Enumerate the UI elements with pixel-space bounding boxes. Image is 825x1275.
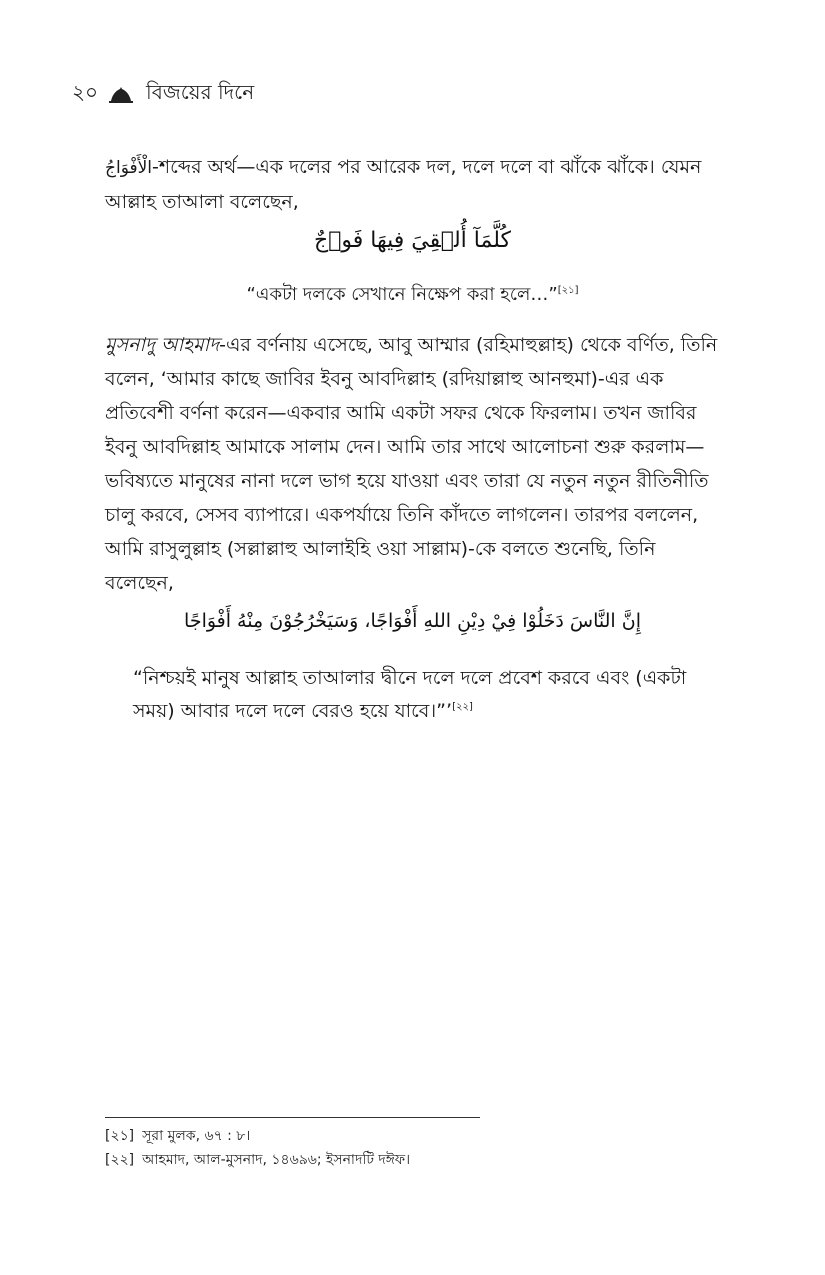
source-title: মুসনাদু আহমাদ	[105, 334, 220, 356]
footnote-number: [২২]	[105, 1152, 135, 1168]
footnotes	[105, 1124, 720, 1172]
paragraph-text: -শব্দের অর্থ—এক দলের পর আরেক দল, দলে দলে বা ঝাঁকে ঝাঁকে। যেমন আল্লাহ তাআলা বলেছেন,	[105, 156, 702, 213]
arabic-word: الْأَفْوَاجُ	[105, 158, 153, 178]
paragraph-hadith-narration	[105, 328, 720, 600]
footnote-number: [২১]	[105, 1128, 135, 1144]
footnote-item	[105, 1124, 720, 1148]
page-number: ২০	[72, 80, 99, 104]
footnote-text: আহমাদ, আল-মুসনাদ, ১৪৬৯৬; ইসনাদটি দঈফ।	[142, 1152, 411, 1168]
arabic-hadith: إِنَّ النَّاسَ دَخَلُوْا فِيْ دِيْنِ اللهِ أَفْوَاجًا، وَسَيَخْرُجُوْنَ مِنْهُ أَفْوَاجًا	[184, 610, 641, 632]
footnote-ref-22[interactable]: [২২]	[452, 701, 473, 713]
footnote-item	[105, 1148, 720, 1172]
hadith-translation: “নিশ্চয়ই মানুষ আল্লাহ তাআলার দ্বীনে দলে দলে প্রবেশ করবে এবং (একটা সময়) আবার দলে দলে বেরও হয়ে যাবে।”’[২২]	[133, 667, 687, 722]
footnote-divider	[105, 1117, 480, 1118]
paragraph-definition	[105, 150, 720, 219]
dome-icon	[108, 86, 134, 104]
arabic-verse: كُلَّمَآ أُلۡقِيَ فِيهَا فَوۡجٌ	[314, 228, 511, 253]
footnote-ref-21[interactable]: [২১]	[557, 285, 579, 296]
running-header	[72, 78, 254, 111]
running-title: বিজয়ের দিনে	[146, 80, 255, 104]
footnote-text: সূরা মুলক, ৬৭ : ৮।	[142, 1128, 251, 1144]
verse-translation: “একটা দলকে সেখানে নিক্ষেপ করা হলে…”[২১]	[246, 284, 579, 305]
paragraph-text: -এর বর্ণনায় এসেছে, আবু আম্মার (রহিমাহুল্লাহ) থেকে বর্ণিত, তিনি বলেন, ‘আমার কাছে জাবির ইবনু আবদিল্লাহ (রদিয়াল্লাহু আনহুমা)-এর এক প্রতিবেশী বর্ণনা করেন—একবার আমি একটা সফর থেকে ফিরলাম। তখন জাবির ইবনু আবদিল্লাহ আমাকে সালাম দেন। আমি তার সাথে আলোচনা শুরু করলাম—ভবিষ্যতে মানুষের নানা দলে ভাগ হয়ে যাওয়া এবং তারা যে নতুন নতুন রীতিনীতি চালু করবে, সেসব ব্যাপারে। একপর্যায়ে তিনি কাঁদতে লাগলেন। তারপর বললেন, আমি রাসুলুল্লাহ (সল্লাল্লাহু আলাইহি ওয়া সাল্লাম)-কে বলতে শুনেছি, তিনি বলেছেন,	[105, 334, 718, 594]
